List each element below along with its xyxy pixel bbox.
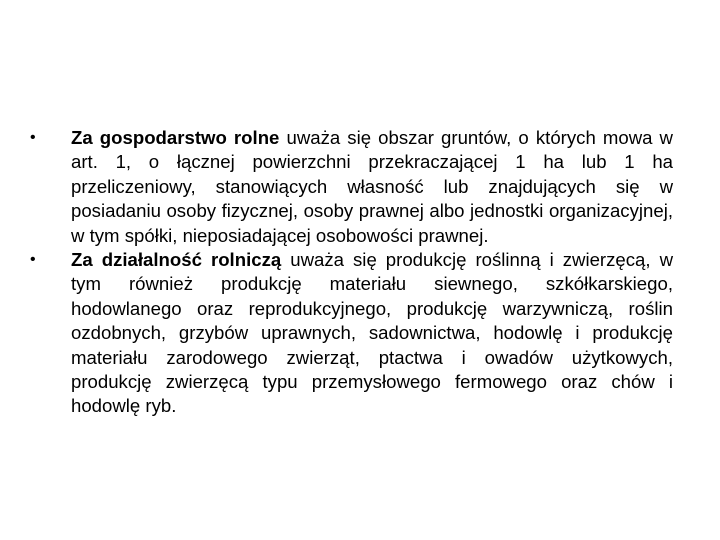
bullet-marker: •: [30, 129, 36, 146]
term-agricultural-activity: Za działalność rolniczą: [71, 249, 282, 271]
term-farm: Za gospodarstwo rolne: [71, 127, 280, 148]
definition-agricultural-activity: uważa się produkcję roślinną i zwierzęcą, w tym również produkcję materiału siewnego, szkółkarskiego, hodowlanego oraz reprodukcyjnego, produkcję warzywniczą, roślin ozdobnych, grzybów uprawnych, sadownictwa, hodowlę i produkcję materiału zarodowego zwierząt, ptactwa i owadów użytkowych, produkcję zwierzęcą typu przemysłowego fermowego oraz chów i hodowlę ryb.: [71, 249, 673, 417]
bullet-list: [28, 126, 673, 419]
bullet-marker: •: [30, 251, 36, 269]
bullet-farm-definition: [28, 126, 673, 248]
bullet-agricultural-activity-definition: [28, 248, 673, 419]
definition-farm: uważa się obszar gruntów, o których mowa w art. 1, o łącznej powierzchni przekraczającej 1 ha lub 1 ha przeliczeniowy, stanowiących własność lub znajdujących się w posiadaniu osoby fizycznej, osoby prawnej albo jednostki organizacyjnej, w tym spółki, nieposiadającej osobowości prawnej.: [71, 127, 673, 246]
